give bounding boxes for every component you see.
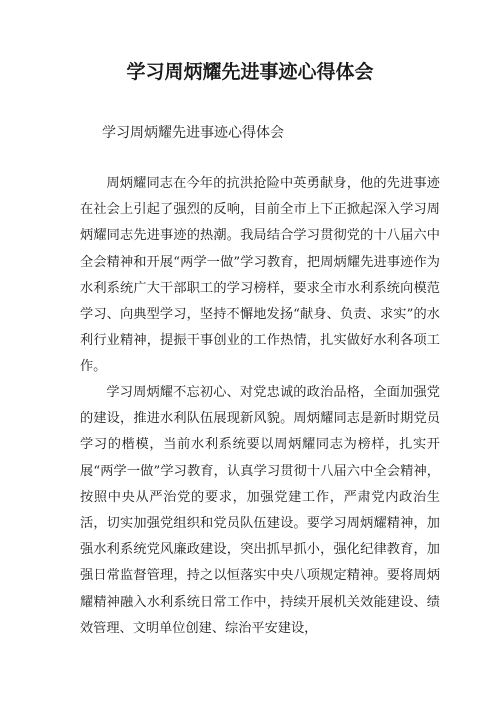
body-paragraph-1: 周炳耀同志在今年的抗洪抢险中英勇献身，他的先进事迹在社会上引起了强烈的反响，目前全市上下正掀起深入学习周炳耀同志先进事迹的热潮。我局结合学习贯彻党的十八届六中全会精神和开展“两学一做”学习教育，把周炳耀先进事迹作为水利系统广大干部职工的学习榜样，要求全市水利系统向模范学习、向典型学习，坚持不懈地发扬“献身、负责、求实”的水利行业精神，提振干事创业的工作热情，扎实做好水利各项工作。 (80, 176, 440, 375)
document-title: 学习周炳耀先进事迹心得体会 (126, 61, 374, 83)
body-paragraph-2: 学习周炳耀不忘初心、对党忠诚的政治品格，全面加强党的建设，推进水利队伍展现新风貌。周炳耀同志是新时期党员学习的楷模，当前水利系统要以周炳耀同志为榜样，扎实开展“两学一做”学习教育，认真学习贯彻十八届六中全会精神，按照中央从严治党的要求，加强党建工作，严肃党内政治生活，切实加强党组织和党员队伍建设。要学习周炳耀精神，加强水利系统党风廉政建设，突出抓早抓小，强化纪律教育，加强日常监督管理，持之以恒落实中央八项规定精神。要将周炳耀精神融入水利系统日常工作中，持续开展机关效能建设、绩效管理、文明单位创建、综治平安建设， (80, 385, 440, 636)
document-subtitle: 学习周炳耀先进事迹心得体会 (102, 125, 284, 141)
